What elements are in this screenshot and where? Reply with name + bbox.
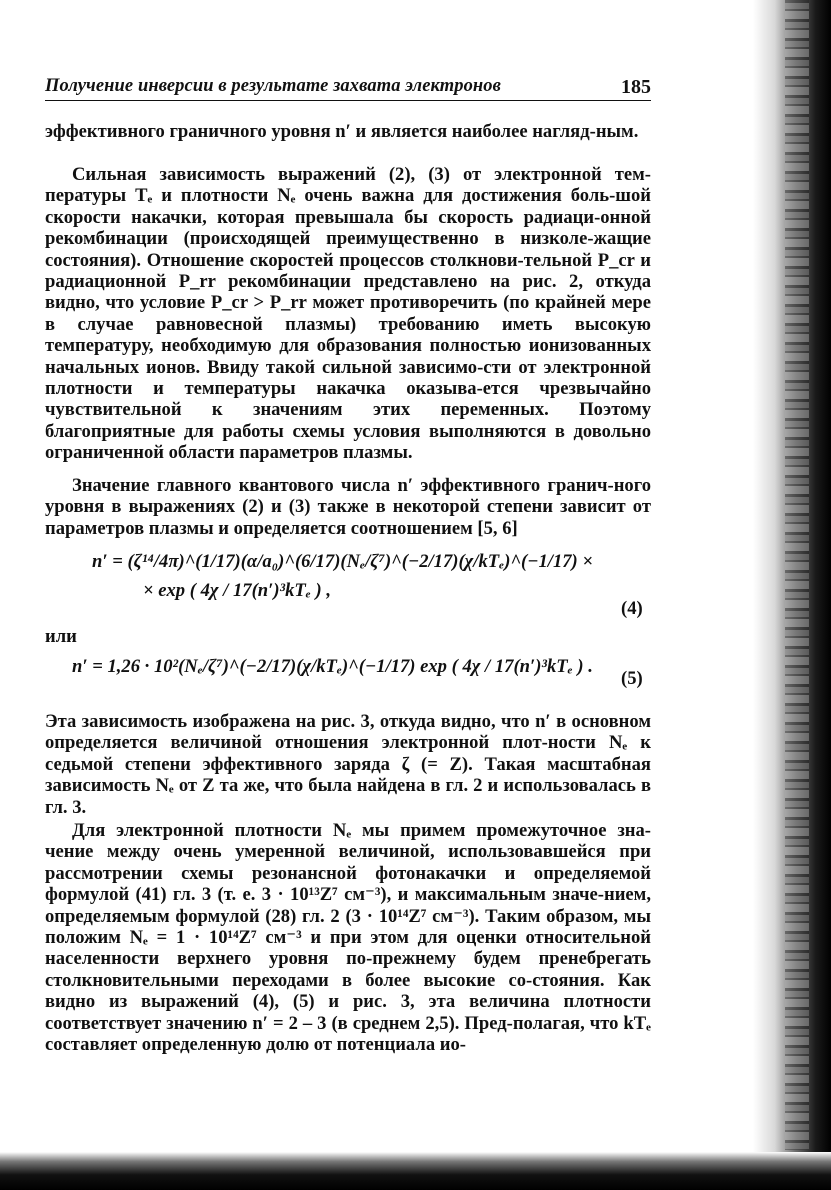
equation-4-line-2: × exp ( 4χ / 17(n′)³kTₑ ) , xyxy=(143,580,332,601)
page-header xyxy=(45,76,651,101)
equation-4-line-1: n′ = (ζ¹⁴/4π)^(1/17)(α/a₀)^(6/17)(Nₑ/ζ⁷)^(−2/17)(χ/kTₑ)^(−1/17) × xyxy=(92,551,593,572)
paragraph-5: Для электронной плотности Nₑ мы примем промежуточное зна-чение между очень умеренной величиной, использовавшейся при рассмотрении схемы резонансной фотонакачки и определяемой формулой (41) гл. 3 (т. е. 3 · 10¹³Z⁷ см⁻³), и максимальным значе-нием, определяемым формулой (28) гл. 2 (3 · 10¹⁴Z⁷ см⁻³). Таким образом, мы положим Nₑ = 1 · 10¹⁴Z⁷ см⁻³ и при этом для оценки относительной населенности верхнего уровня по-прежнему будем пренебрегать столкновительными переходами в более высокие со-стояния. Как видно из выражений (4), (5) и рис. 3, эта величина плотности соответствует значению n′ = 2 – 3 (в среднем 2,5). Пред-полагая, что kTₑ составляет определенную долю от потенциала ио- xyxy=(45,820,651,1056)
paragraph-4: Эта зависимость изображена на рис. 3, откуда видно, что n′ в основном определяется величиной отношения электронной плот-ности Nₑ к седьмой степени эффективного заряда ζ (= Z). Такая масштабная зависимость Nₑ от Z та же, что была найдена в гл. 2 и использовалась в гл. 3. xyxy=(45,711,651,818)
equation-5-number: (5) xyxy=(621,668,643,689)
paragraph-3: Значение главного квантового числа n′ эффективного гранич-ного уровня в выражениях (2) и (3) также в некоторой степени зависит от параметров плазмы и определяется соотношением [5, 6] xyxy=(45,475,651,539)
scan-edge-texture xyxy=(785,0,809,1150)
scan-edge-bottom xyxy=(0,1152,831,1190)
equation-5: n′ = 1,26 · 10²(Nₑ/ζ⁷)^(−2/17)(χ/kTₑ)^(−1/17) exp ( 4χ / 17(n′)³kTₑ ) . xyxy=(72,656,593,677)
page-number: 185 xyxy=(621,76,651,98)
connector-word: или xyxy=(45,626,77,647)
running-head: Получение инверсии в результате захвата электронов xyxy=(45,76,502,96)
equation-4-number: (4) xyxy=(621,598,643,619)
paragraph-1: эффективного граничного уровня n′ и является наиболее нагляд-ным. xyxy=(45,121,639,142)
paragraph-2: Сильная зависимость выражений (2), (3) от электронной тем-пературы Tₑ и плотности Nₑ очень важна для достижения боль-шой скорости накачки, которая превышала бы скорость радиаци-онной рекомбинации (происходящей преимущественно в низколе-жащие состояния). Отношение скоростей процессов столкнови-тельной P_cr и радиационной P_rr рекомбинации представлено на рис. 2, откуда видно, что условие P_cr > P_rr может противоречить (по крайней мере в случае равновесной плазмы) требованию иметь высокую температуру, необходимую для образования полностью ионизованных начальных ионов. Ввиду такой сильной зависимо-сти от электронной плотности и температуры накачка оказыва-ется чрезвычайно чувствительной к значениям этих переменных. Поэтому благоприятные для работы схемы условия выполняются в довольно ограниченной области параметров плазмы. xyxy=(45,164,651,464)
